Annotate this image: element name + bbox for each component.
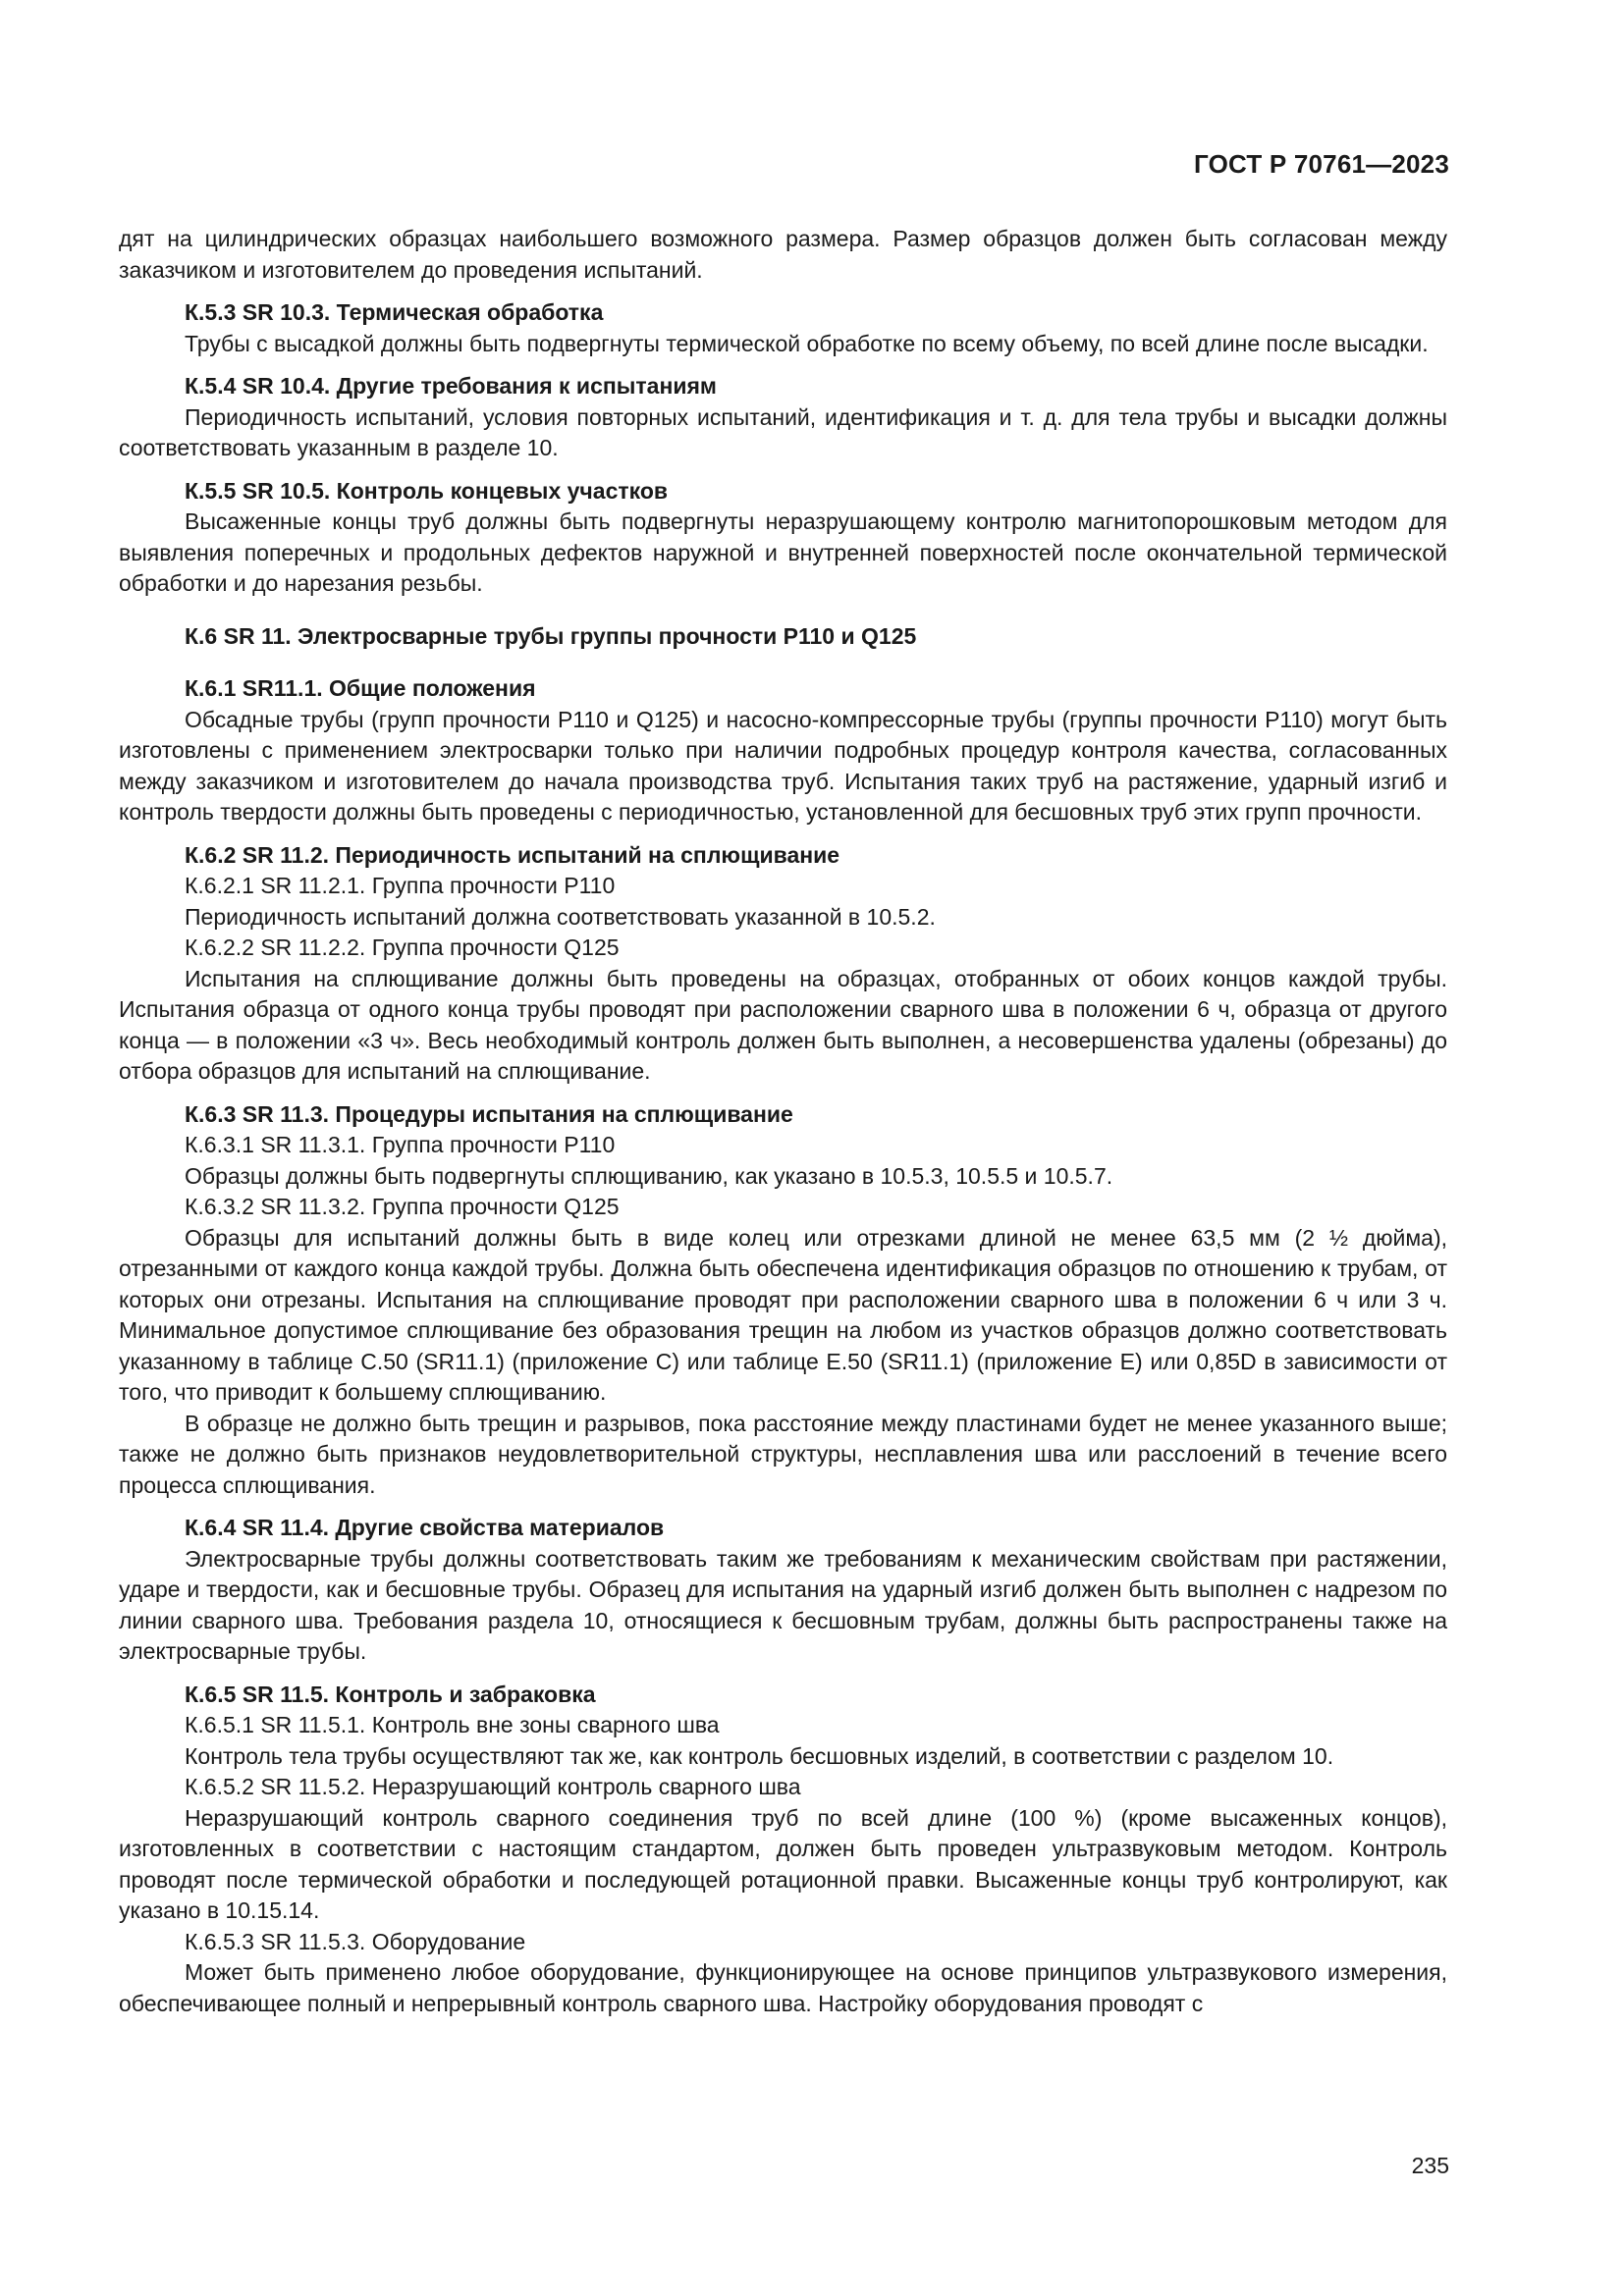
section-heading: К.5.3 SR 10.3. Термическая обработка bbox=[185, 299, 604, 325]
section-heading: К.6.3 SR 11.3. Процедуры испытания на сплющивание bbox=[185, 1100, 793, 1127]
body-paragraph: Неразрушающий контроль сварного соединения труб по всей длине (100 %) (кроме высаженных концов), изготовленных в соответствии с настоящим стандартом, должен быть проведен ультразвуковым методом. Контроль проводят после термической обработки и последующей ротационной правки. Высаженные концы труб контролируют, как указано в 10.15.14. bbox=[119, 1804, 1447, 1923]
section-heading: К.6.2 SR 11.2. Периодичность испытаний на сплющивание bbox=[185, 841, 840, 868]
section-heading: К.5.5 SR 10.5. Контроль концевых участков bbox=[185, 477, 669, 504]
body-paragraph: Испытания на сплющивание должны быть проведены на образцах, отобранных от обоих концов каждой трубы. Испытания образца от одного конца трубы проводят при расположении сварного шва в положении 6 ч, образца от другого конца — в положении «3 ч». Весь необходимый контроль должен быть выполнен, а несовершенства удалены (обрезаны) до отбора образцов для испытаний на сплющивание. bbox=[119, 965, 1447, 1084]
body-paragraph: Образцы должны быть подвергнуты сплющиванию, как указано в 10.5.3, 10.5.5 и 10.5.7. bbox=[185, 1162, 1113, 1189]
body-paragraph: Периодичность испытаний должна соответствовать указанной в 10.5.2. bbox=[185, 903, 936, 930]
section-heading: К.6.4 SR 11.4. Другие свойства материалов bbox=[185, 1515, 665, 1540]
subsection-heading: К.6.5.3 SR 11.5.3. Оборудование bbox=[185, 1928, 526, 1954]
section-heading: К.6.1 SR11.1. Общие положения bbox=[185, 675, 536, 701]
subsection-heading: К.6.2.1 SR 11.2.1. Группа прочности Р110 bbox=[185, 873, 616, 898]
document-body bbox=[119, 224, 1447, 2019]
subsection-heading: К.6.5.1 SR 11.5.1. Контроль вне зоны сварного шва bbox=[185, 1712, 720, 1737]
body-paragraph: Электросварные трубы должны соответствовать таким же требованиям к механическим свойствам при растяжении, ударе и твердости, как и бесшовные трубы. Образец для испытания на ударный изгиб должен быть выполнен с надрезом по линии сварного шва. Требования раздела 10, относящиеся к бесшовным трубам, должны быть распространены также на электросварные трубы. bbox=[119, 1545, 1447, 1664]
body-paragraph: Контроль тела трубы осуществляют так же, как контроль бесшовных изделий, в соответствии с разделом 10. bbox=[185, 1742, 1334, 1769]
body-paragraph: Может быть применено любое оборудование, функционирующее на основе принципов ультразвукового измерения, обеспечивающее полный и непрерывный контроль сварного шва. Настройку оборудования проводят с bbox=[119, 1959, 1447, 2016]
subsection-heading: К.6.5.2 SR 11.5.2. Неразрушающий контроль сварного шва bbox=[185, 1774, 801, 1799]
subsection-heading: К.6.2.2 SR 11.2.2. Группа прочности Q125 bbox=[185, 934, 620, 960]
document-header: ГОСТ Р 70761—2023 bbox=[1194, 149, 1449, 179]
page-number: 235 bbox=[1411, 2153, 1449, 2178]
body-paragraph: Обсадные трубы (групп прочности Р110 и Q125) и насосно-компрессорные трубы (группы прочности Р110) могут быть изготовлены с применением электросварки только при наличии подробных процедур контроля качества, согласованных между заказчиком и изготовителем до начала производства труб. Испытания таких труб на растяжение, ударный изгиб и контроль твердости должны быть проведены с периодичностью, установленной для бесшовных труб этих групп прочности. bbox=[119, 706, 1447, 825]
subsection-heading: К.6.3.2 SR 11.3.2. Группа прочности Q125 bbox=[185, 1194, 620, 1219]
body-paragraph: В образце не должно быть трещин и разрывов, пока расстояние между пластинами будет не менее указанного выше; также не должно быть признаков неудовлетворительной структуры, несплавления шва или расслоений в течение всего процесса сплющивания. bbox=[119, 1410, 1447, 1498]
section-heading: К.6 SR 11. Электросварные трубы группы прочности Р110 и Q125 bbox=[185, 622, 917, 649]
subsection-heading: К.6.3.1 SR 11.3.1. Группа прочности Р110 bbox=[185, 1132, 616, 1157]
body-paragraph: Высаженные концы труб должны быть подвергнуты неразрушающему контролю магнитопорошковым методом для выявления поперечных и продольных дефектов наружной и внутренней поверхностей после окончательной термической обработки и до нарезания резьбы. bbox=[119, 508, 1447, 596]
body-paragraph: Периодичность испытаний, условия повторных испытаний, идентификация и т. д. для тела трубы и высадки должны соответствовать указанным в разделе 10. bbox=[119, 403, 1447, 460]
section-heading: К.5.4 SR 10.4. Другие требования к испытаниям bbox=[185, 373, 717, 399]
body-paragraph: Трубы с высадкой должны быть подвергнуты термической обработке по всему объему, по всей длине после высадки. bbox=[185, 330, 1429, 356]
body-paragraph: дят на цилиндрических образцах наибольшего возможного размера. Размер образцов должен быть согласован между заказчиком и изготовителем до проведения испытаний. bbox=[119, 226, 1447, 283]
section-heading: К.6.5 SR 11.5. Контроль и забраковка bbox=[185, 1681, 596, 1707]
body-paragraph: Образцы для испытаний должны быть в виде колец или отрезками длиной не менее 63,5 мм (2 ½ дюйма), отрезанными от каждого конца каждой трубы. Должна быть обеспечена идентификация образцов по отношению к трубам, от которых они отрезаны. Испытания на сплющивание проводят при расположении сварного шва в положении 6 ч или 3 ч. Минимальное допустимое сплющивание без образования трещин на любом из участков образцов должно соответствовать указанному в таблице С.50 (SR11.1) (приложение С) или таблице Е.50 (SR11.1) (приложение Е) или 0,85D в зависимости от того, что приводит к большему сплющиванию. bbox=[119, 1224, 1447, 1405]
